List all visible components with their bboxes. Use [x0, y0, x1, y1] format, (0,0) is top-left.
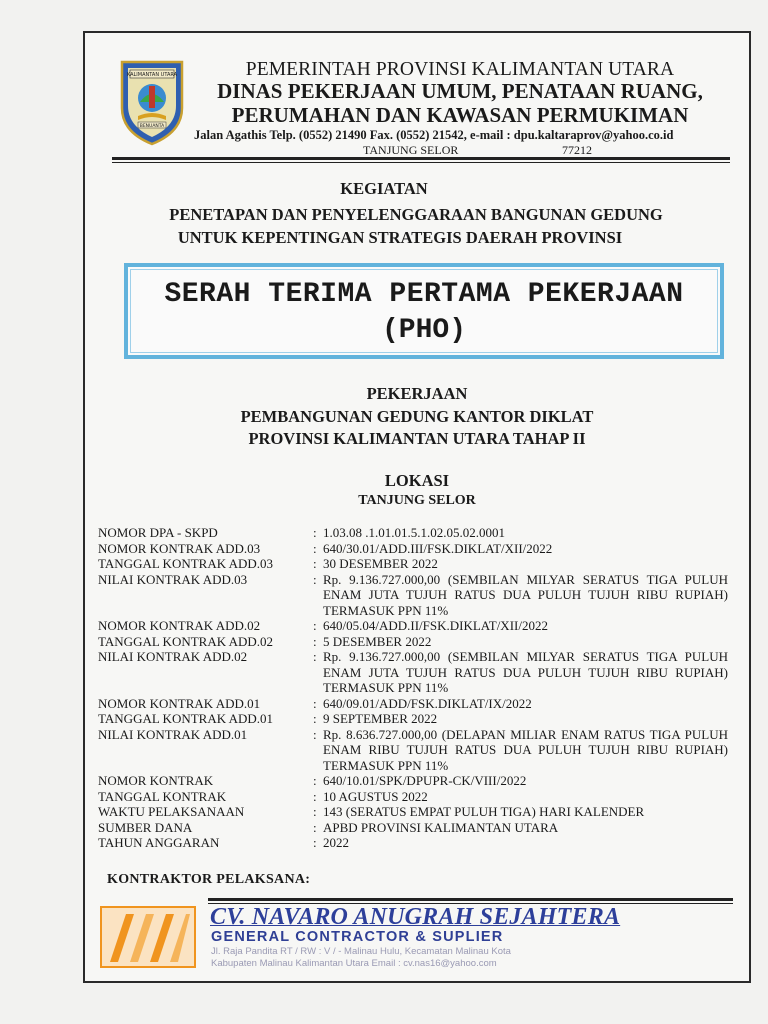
pekerjaan-line1: PEMBANGUNAN GEDUNG KANTOR DIKLAT: [240, 407, 594, 426]
header-city: TANJUNG SELOR: [363, 143, 459, 157]
detail-row: NOMOR KONTRAK ADD.01 : 640/09.01/ADD/FSK.DIKLAT/IX/2022: [98, 696, 728, 712]
detail-row: NILAI KONTRAK ADD.02 : Rp. 9.136.727.000,00 (SEMBILAN MILYAR SERATUS TIGA PULUH ENAM JUTA TUJUH RATUS DUA PULUH TUJUH RIBU RUPIAH) TERMASUK PPN 11%: [98, 649, 728, 695]
detail-label: TANGGAL KONTRAK ADD.03: [98, 556, 274, 571]
detail-value: Rp. 9.136.727.000,00 (SEMBILAN MILYAR SERATUS TIGA PULUH ENAM JUTA TUJUH RATUS DUA PULUH TUJUH RIBU RUPIAH) TERMASUK PPN 11%: [323, 571, 728, 618]
detail-row: SUMBER DANA : APBD PROVINSI KALIMANTAN UTARA: [98, 820, 728, 836]
header-address: Jalan Agathis Telp. (0552) 21490 Fax. (0552) 21542, e-mail : dpu.kaltaraprov@yahoo.co.id: [194, 128, 674, 142]
header-government: PEMERINTAH PROVINSI KALIMANTAN UTARA: [245, 59, 675, 80]
pho-title-line2: (PHO): [381, 315, 466, 346]
detail-value: 30 DESEMBER 2022: [323, 556, 438, 571]
detail-row: TANGGAL KONTRAK ADD.03 : 30 DESEMBER 2022: [98, 556, 728, 572]
detail-row: TANGGAL KONTRAK ADD.02 : 5 DESEMBER 2022: [98, 634, 728, 650]
detail-label: NILAI KONTRAK ADD.02: [98, 649, 248, 664]
lokasi-title: LOKASI: [384, 471, 450, 490]
detail-label: NOMOR KONTRAK ADD.01: [98, 695, 261, 711]
detail-row: NOMOR KONTRAK ADD.02 : 640/05.04/ADD.II/FSK.DIKLAT/XII/2022: [98, 618, 728, 634]
detail-label: NOMOR KONTRAK ADD.02: [98, 618, 261, 633]
header-agency-line1: DINAS PEKERJAAN UMUM, PENATAAN RUANG,: [217, 79, 703, 103]
detail-value: 5 DESEMBER 2022: [323, 633, 432, 649]
detail-label: NILAI KONTRAK ADD.01: [98, 726, 248, 742]
company-address-line2: Kabupaten Malinau Kalimantan Utara Email : cv.nas16@yahoo.com: [211, 958, 497, 969]
contract-details: [98, 525, 728, 851]
detail-value: 10 AGUSTUS 2022: [323, 788, 428, 804]
detail-label: TANGGAL KONTRAK ADD.02: [98, 633, 274, 649]
detail-value: 143 (SERATUS EMPAT PULUH TIGA) HARI KALENDER: [323, 804, 645, 819]
detail-label: NOMOR KONTRAK: [98, 773, 214, 788]
detail-label: TAHUN ANGGARAN: [98, 835, 220, 850]
svg-text:KALIMANTAN UTARA: KALIMANTAN UTARA: [126, 72, 178, 78]
detail-label: SUMBER DANA: [98, 819, 193, 835]
header-divider-thin: [112, 162, 730, 163]
detail-value: 640/05.04/ADD.II/FSK.DIKLAT/XII/2022: [323, 618, 548, 633]
detail-row: NOMOR DPA - SKPD : 1.03.08 .1.01.01.5.1.02.05.02.0001: [98, 525, 728, 541]
header-zip: 77212: [562, 143, 592, 157]
detail-label: NOMOR DPA - SKPD: [98, 525, 218, 540]
detail-value: Rp. 9.136.727.000,00 (SEMBILAN MILYAR SERATUS TIGA PULUH ENAM JUTA TUJUH RATUS DUA PULUH TUJUH RIBU RUPIAH) TERMASUK PPN 11%: [323, 649, 728, 695]
kegiatan-line1: PENETAPAN DAN PENYELENGGARAAN BANGUNAN GEDUNG: [169, 205, 663, 224]
kegiatan-line2: UNTUK KEPENTINGAN STRATEGIS DAERAH PROVINSI: [177, 228, 623, 247]
detail-row: TANGGAL KONTRAK ADD.01 : 9 SEPTEMBER 2022: [98, 711, 728, 727]
svg-text:BENUANTA: BENUANTA: [139, 124, 165, 129]
detail-row: TANGGAL KONTRAK : 10 AGUSTUS 2022: [98, 789, 728, 805]
company-logo-icon: [100, 906, 196, 968]
detail-value: Rp. 8.636.727.000,00 (DELAPAN MILIAR ENAM RATUS TIGA PULUH ENAM RIBU TUJUH RATUS DUA PULUH TUJUH RIBU RUPIAH) TERMASUK PPN 11%: [323, 726, 728, 773]
header-agency-line2: PERUMAHAN DAN KAWASAN PERMUKIMAN: [231, 103, 689, 127]
provincial-emblem-icon: [116, 56, 188, 146]
company-divider: [208, 898, 733, 901]
pho-title-box: [124, 263, 724, 359]
detail-row: NILAI KONTRAK ADD.01 : Rp. 8.636.727.000,00 (DELAPAN MILIAR ENAM RATUS TIGA PULUH ENAM RIBU TUJUH RATUS DUA PULUH TUJUH RIBU RUPIAH) TERMASUK PPN 11%: [98, 726, 728, 773]
detail-value: 640/10.01/SPK/DPUPR-CK/VIII/2022: [323, 773, 527, 788]
detail-label: TANGGAL KONTRAK: [98, 788, 227, 804]
company-subtitle: GENERAL CONTRACTOR & SUPLIER: [211, 929, 504, 945]
detail-row: TAHUN ANGGARAN : 2022: [98, 835, 728, 851]
kegiatan-title: KEGIATAN: [340, 179, 428, 198]
detail-value: 640/09.01/ADD/FSK.DIKLAT/IX/2022: [323, 695, 532, 711]
detail-row: NOMOR KONTRAK ADD.03 : 640/30.01/ADD.III/FSK.DIKLAT/XII/2022: [98, 541, 728, 557]
detail-label: NOMOR KONTRAK ADD.03: [98, 540, 261, 556]
company-address-line1: Jl. Raja Pandita RT / RW : V / - Malinau Hulu, Kecamatan Malinau Kota: [211, 946, 511, 957]
detail-value: 9 SEPTEMBER 2022: [323, 711, 438, 726]
pekerjaan-title: PEKERJAAN: [366, 384, 468, 403]
detail-label: NILAI KONTRAK ADD.03: [98, 571, 248, 587]
pho-title-line1: SERAH TERIMA PERTAMA PEKERJAAN: [164, 279, 684, 310]
pekerjaan-line2: PROVINSI KALIMANTAN UTARA TAHAP II: [248, 429, 586, 448]
detail-label: TANGGAL KONTRAK ADD.01: [98, 711, 274, 726]
detail-value: 1.03.08 .1.01.01.5.1.02.05.02.0001: [323, 525, 505, 540]
detail-value: 2022: [323, 835, 349, 850]
detail-row: NILAI KONTRAK ADD.03 : Rp. 9.136.727.000,00 (SEMBILAN MILYAR SERATUS TIGA PULUH ENAM JUTA TUJUH RATUS DUA PULUH TUJUH RIBU RUPIAH) TERMASUK PPN 11%: [98, 571, 728, 618]
detail-label: WAKTU PELAKSANAAN: [98, 804, 245, 819]
detail-row: NOMOR KONTRAK : 640/10.01/SPK/DPUPR-CK/VIII/2022: [98, 773, 728, 789]
header-divider: [112, 157, 730, 160]
lokasi-value: TANJUNG SELOR: [358, 493, 476, 508]
company-name: CV. NAVARO ANUGRAH SEJAHTERA: [210, 904, 621, 930]
detail-value: APBD PROVINSI KALIMANTAN UTARA: [323, 819, 559, 835]
detail-row: WAKTU PELAKSANAAN : 143 (SERATUS EMPAT PULUH TIGA) HARI KALENDER: [98, 804, 728, 820]
kontraktor-title: KONTRAKTOR PELAKSANA:: [107, 872, 311, 887]
detail-value: 640/30.01/ADD.III/FSK.DIKLAT/XII/2022: [323, 540, 553, 556]
